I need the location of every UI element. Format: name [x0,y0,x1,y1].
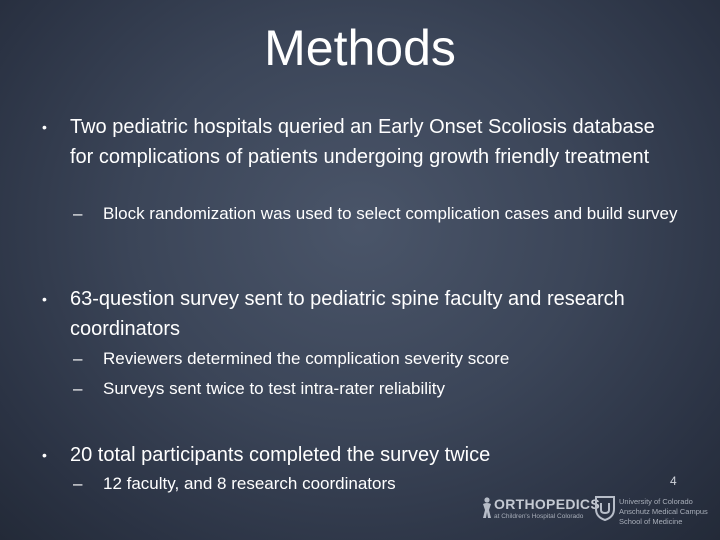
sub-bullet-item [73,201,683,227]
bullet-item [42,284,700,344]
cu-logo-text [619,497,708,527]
sub-bullet-text: 12 faculty, and 8 research coordinators [103,474,396,493]
sub-bullet-text: Block randomization was used to select complication cases and build survey [103,204,678,223]
bullet-text: 63-question survey sent to pediatric spine faculty and research coordinators [70,288,625,340]
cu-line-3: School of Medicine [619,517,683,526]
cu-shield-icon [594,495,616,521]
orthopedics-logo-subtext: at Children's Hospital Colorado [494,513,584,520]
sub-bullet-marker: – [73,474,83,493]
page-number: 4 [670,474,677,488]
sub-bullet-item [73,346,683,372]
bullet-item [42,440,670,470]
sub-bullet-text: Reviewers determined the complication severity score [103,349,510,368]
bullet-text: Two pediatric hospitals queried an Early Onset Scoliosis database for complications of patients undergoing growth friendly treatment [70,116,655,168]
sub-bullet-text: Surveys sent twice to test intra-rater reliability [103,379,446,398]
sub-bullet-item [73,376,683,402]
sub-bullet-marker: – [73,349,83,368]
bullet-marker: • [42,119,47,135]
sub-bullet-marker: – [73,204,83,223]
orthopedics-logo-text: ORTHOPEDICS [494,496,600,512]
cu-line-2: Anschutz Medical Campus [619,507,708,516]
slide-title: Methods [264,20,456,76]
cu-line-1: University of Colorado [619,497,693,506]
bullet-item [42,112,670,172]
footer-logos [476,492,720,540]
orthopedics-figure-icon [480,496,494,520]
sub-bullet-item [73,471,503,497]
bullet-marker: • [42,291,47,307]
sub-bullet-marker: – [73,379,83,398]
bullet-text: 20 total participants completed the survey twice [70,444,491,466]
bullet-marker: • [42,447,47,463]
